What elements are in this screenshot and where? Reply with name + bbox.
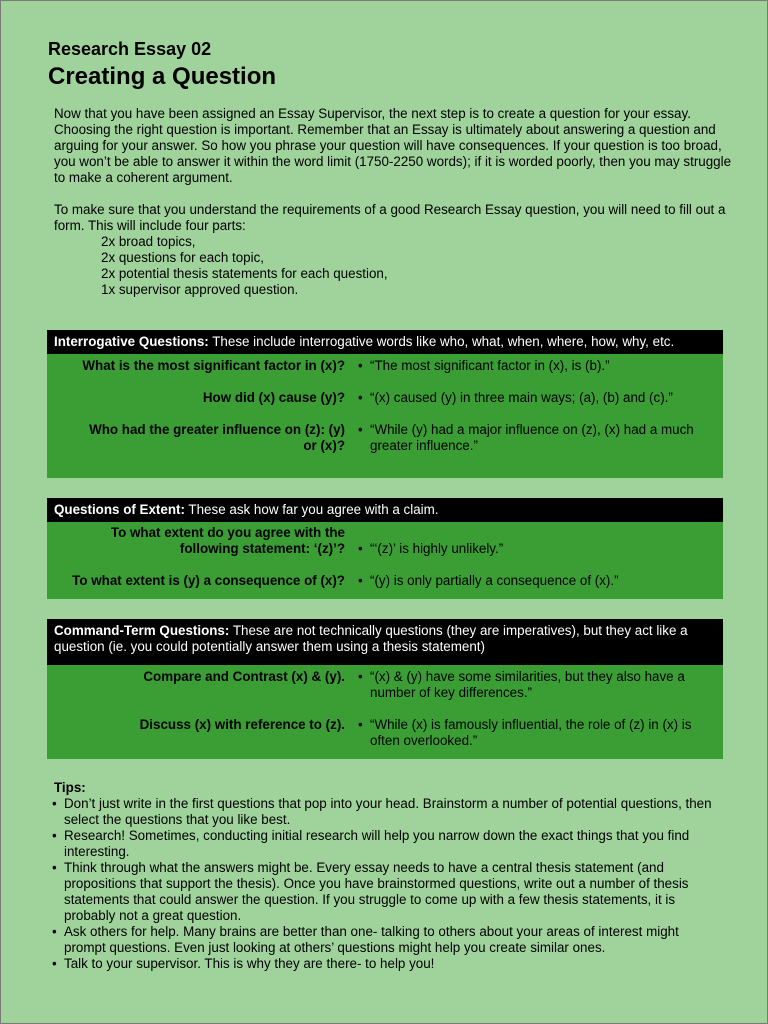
tip-item (52, 956, 714, 972)
tip-item (52, 796, 714, 828)
section-heading: Interrogative Questions: (54, 334, 209, 349)
thesis-example: “(y) is only partially a consequence of (x).” (370, 573, 619, 588)
section-body (47, 665, 723, 759)
tips-list (54, 796, 714, 972)
section-description: These include interrogative words like who, what, when, where, how, why, etc. (208, 334, 675, 349)
bullet: • (52, 828, 57, 843)
bullet: • (52, 924, 57, 939)
question-text: To what extent is (y) a consequence of (x)? (72, 573, 345, 588)
thesis-example: “(x) & (y) have some similarities, but they also have a number of key differences.” (370, 669, 685, 700)
form-part: 2x potential thesis statements for each question, (101, 266, 388, 281)
tip-text: Research! Sometimes, conducting initial research will help you narrow down the exact things that you find interesting. (64, 828, 690, 859)
thesis-example: “While (y) had a major influence on (z), (x) had a much greater influence.” (370, 422, 694, 453)
bullet: • (358, 717, 363, 732)
bullet: • (358, 541, 363, 556)
bullet: • (358, 358, 363, 373)
form-part: 2x broad topics, (101, 234, 196, 249)
thesis-example: “The most significant factor in (x), is (b).” (370, 358, 610, 373)
form-part: 2x questions for each topic, (101, 250, 265, 265)
section-interrogative-questions (47, 330, 723, 478)
bullet: • (358, 573, 363, 588)
question-text: To what extent do you agree with the following statement: ‘(z)’? (110, 525, 345, 556)
tip-text: Think through what the answers might be. Every essay needs to have a central thesis statement (and propositions that support the thesis). Once you have brainstormed questions, write out a number of thesis statements that could answer the question. If you struggle to come up with a few thesis statements, it is probably not a great question. (64, 860, 689, 923)
tips-section (54, 780, 714, 972)
thesis-example: “‘(z)’ is highly unlikely.” (370, 541, 504, 556)
form-part: 1x supervisor approved question. (101, 282, 299, 297)
bullet: • (52, 796, 57, 811)
tips-heading: Tips: (54, 780, 86, 795)
tip-text: Talk to your supervisor. This is why they are there- to help you! (64, 956, 435, 971)
question-text: How did (x) cause (y)? (202, 390, 345, 405)
section-heading: Command-Term Questions: (54, 623, 230, 638)
question-text: What is the most significant factor in (x)? (82, 358, 345, 373)
question-text: Who had the greater influence on (z): (y) or (x)? (89, 422, 345, 453)
page-title: Creating a Question (48, 63, 277, 90)
document-page (1, 1, 767, 1023)
tip-item (52, 860, 714, 924)
tip-item (52, 924, 714, 956)
intro-paragraph-2: Choosing the right question is important. Remember that an Essay is ultimately about answering a question and arguing for your answer. So how you phrase your question will have consequences. If your question is too broad, you won’t be able to answer it within the word limit (1750-2250 words); if it is worded poorly, then you may struggle to make a coherent argument. (54, 122, 732, 185)
section-description: These are not technically questions (they are imperatives), but they act like a question (ie. you could potentially answer them using a thesis statement) (54, 623, 688, 654)
section-questions-of-extent (47, 498, 723, 599)
section-command-term-questions (47, 619, 723, 759)
bullet: • (52, 956, 57, 971)
tip-text: Don’t just write in the first questions that pop into your head. Brainstorm a number of potential questions, then select the questions that you like best. (64, 796, 712, 827)
question-text: Compare and Contrast (x) & (y). (143, 669, 345, 684)
intro-text (54, 106, 734, 298)
bullet: • (358, 422, 363, 437)
intro-paragraph-3: To make sure that you understand the requirements of a good Research Essay question, you will need to fill out a form. This will include four parts: (54, 202, 726, 233)
section-heading: Questions of Extent: (54, 502, 185, 517)
question-text: Discuss (x) with reference to (z). (139, 717, 345, 732)
tip-item (52, 828, 714, 860)
document-subtitle: Research Essay 02 (48, 39, 212, 59)
section-header (47, 619, 723, 665)
bullet: • (358, 669, 363, 684)
intro-paragraph-1: Now that you have been assigned an Essay Supervisor, the next step is to create a question for your essay. (54, 106, 691, 121)
section-body (47, 522, 723, 599)
thesis-example: “While (x) is famously influential, the role of (z) in (x) is often overlooked.” (370, 717, 692, 748)
tip-text: Ask others for help. Many brains are better than one- talking to others about your areas of interest might prompt questions. Even just looking at others’ questions might help you create similar ones. (64, 924, 679, 955)
section-description: These ask how far you agree with a claim. (184, 502, 439, 517)
section-header (47, 330, 723, 354)
section-header (47, 498, 723, 522)
bullet: • (358, 390, 363, 405)
thesis-example: “(x) caused (y) in three main ways; (a), (b) and (c).” (370, 390, 673, 405)
section-body (47, 354, 723, 478)
bullet: • (52, 860, 57, 875)
